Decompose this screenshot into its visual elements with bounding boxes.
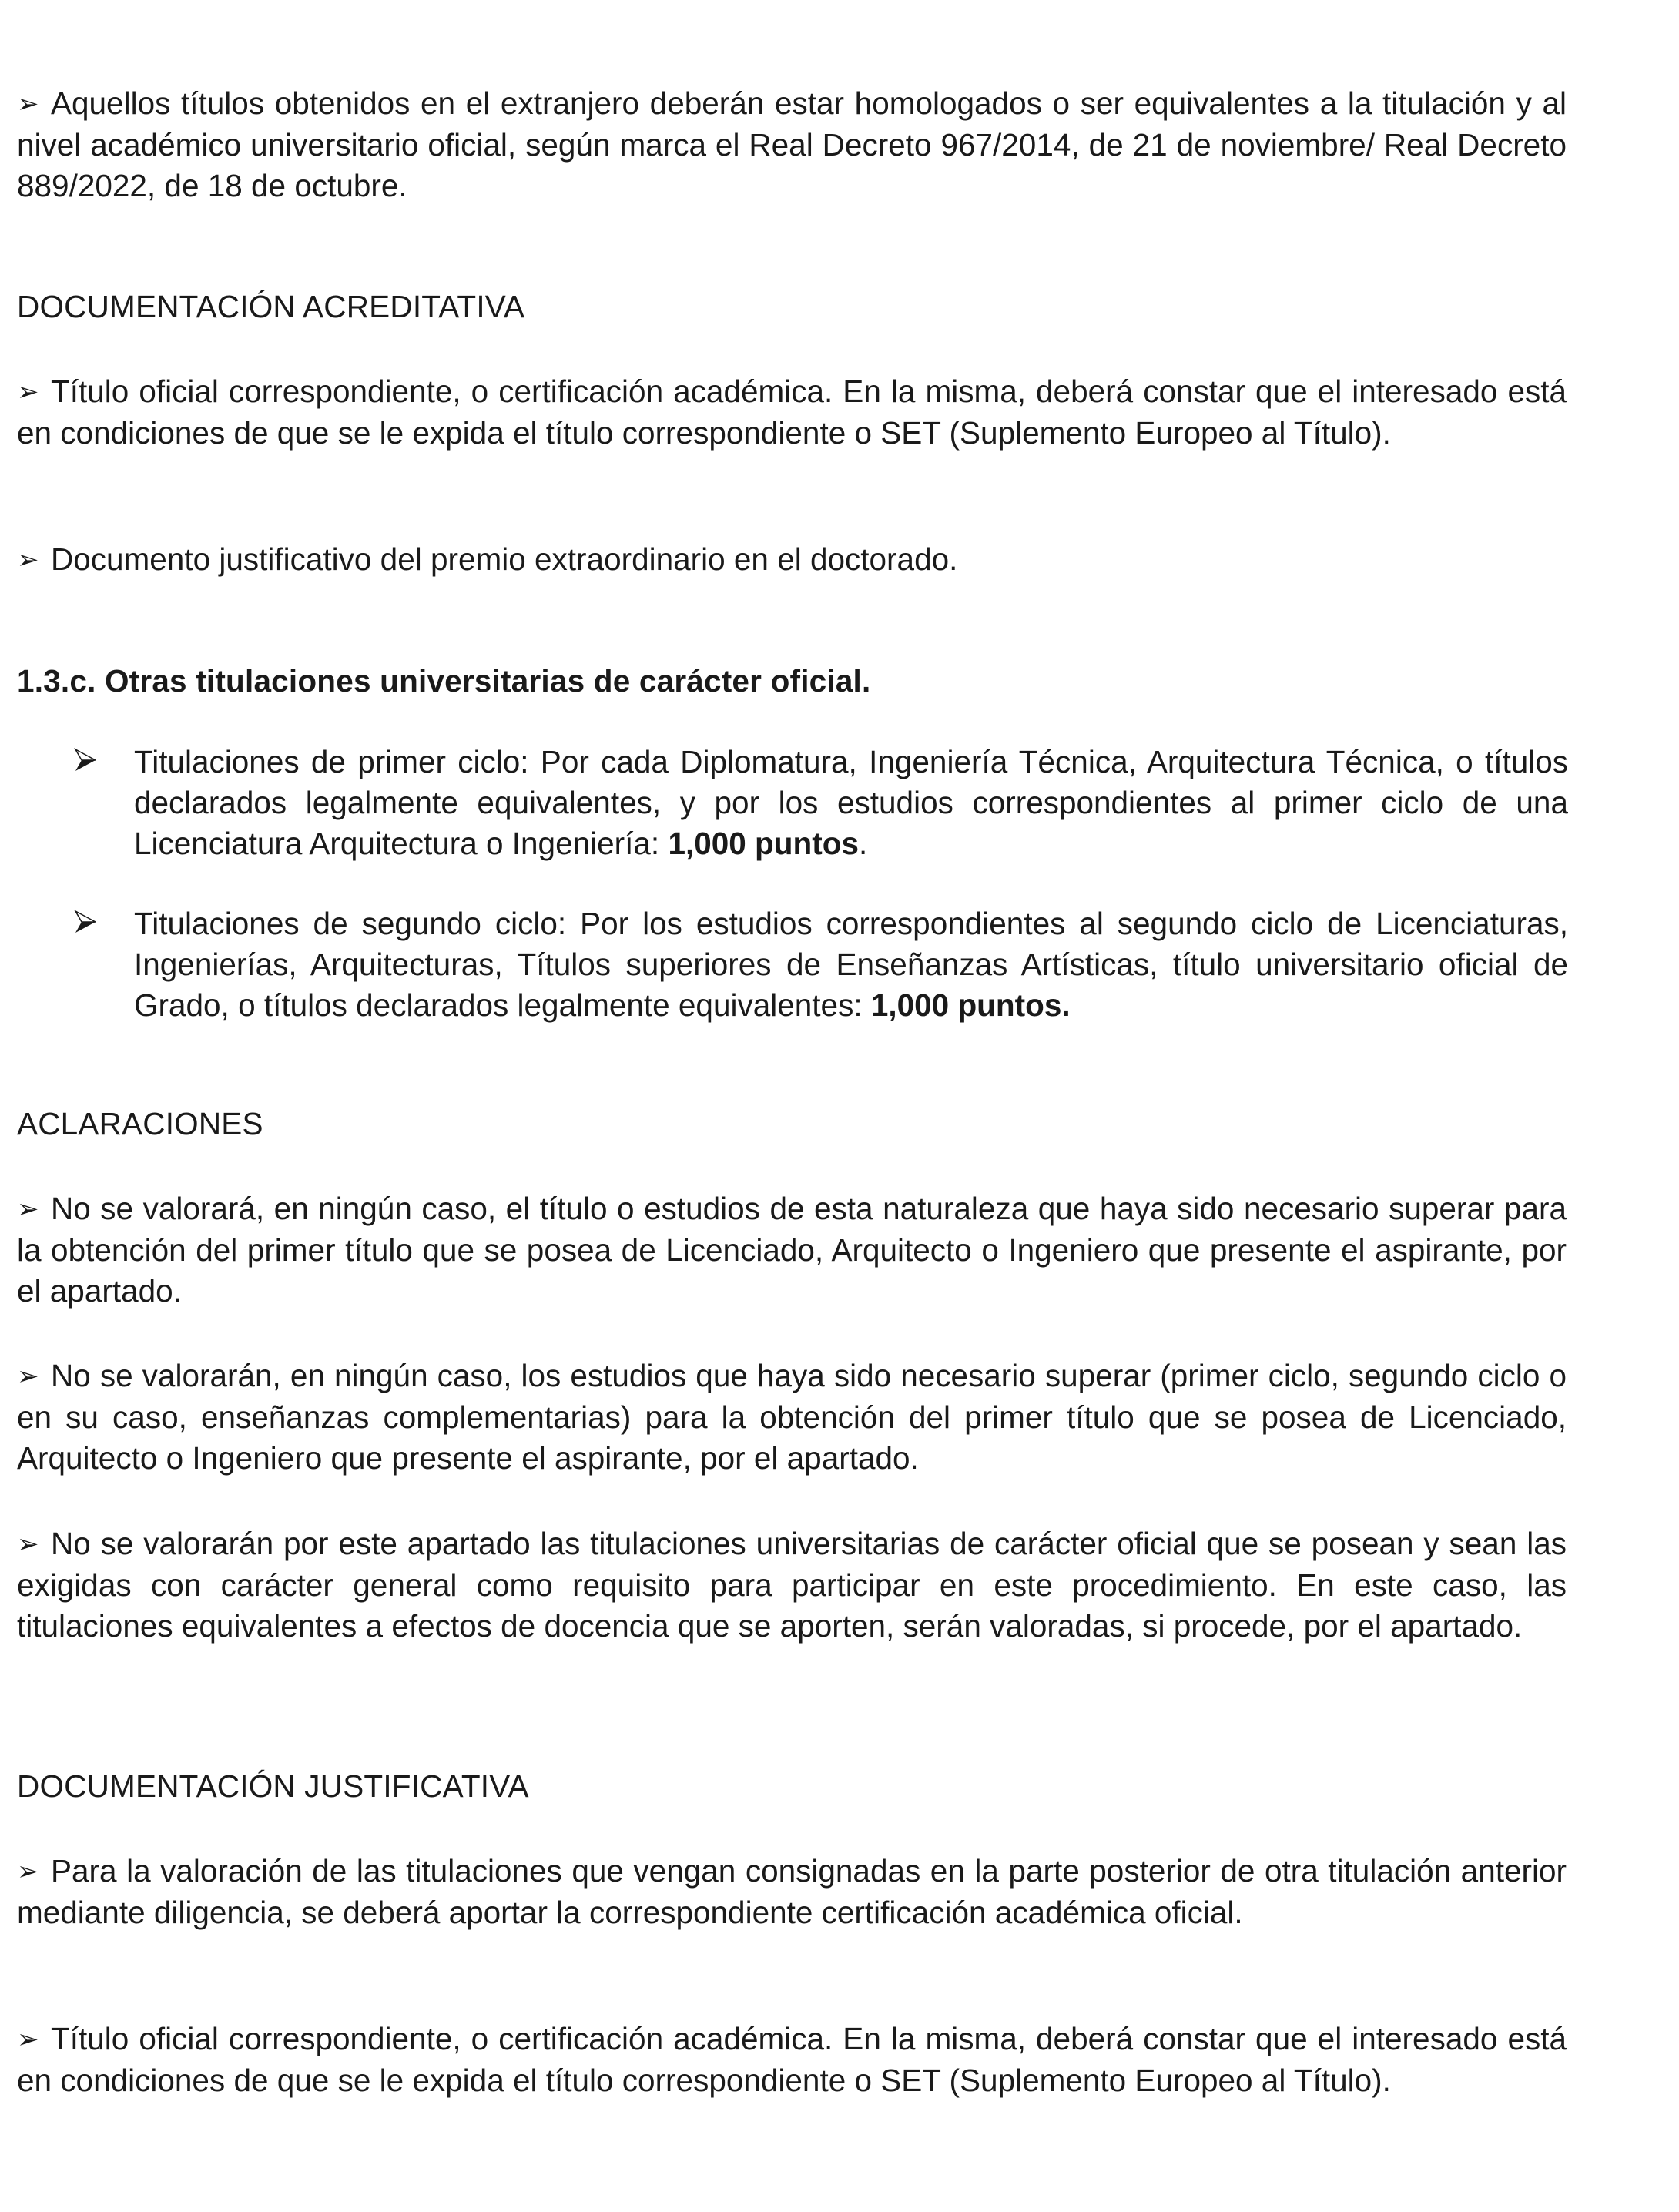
titulaciones-primer-ciclo-item: Titulaciones de primer ciclo: Por cada Diplomatura, Ingeniería Técnica, Arquitectura Técnica, o títulos declarados legalmente equivalentes, y por los estudios correspondientes al primer ciclo de una Licenciatura Arquitectura o Ingeniería: 1,000 puntos. — [74, 742, 1568, 864]
arrow-bullet-icon: ➢ — [17, 377, 39, 407]
arrow-bullet-icon: ➢ — [17, 1195, 39, 1224]
aclaraciones-item-1: ➢ No se valorará, en ningún caso, el título o estudios de esta naturaleza que haya sido necesario superar para la obtención del primer título que se posea de Licenciado, Arquitecto o Ingeniero que presente el aspirante, por el apartado. — [17, 1191, 1567, 1309]
acreditativa-item-2: ➢ Documento justificativo del premio extraordinario en el doctorado. — [17, 539, 1567, 581]
arrowhead-bullet-icon — [74, 907, 97, 937]
points-value: 1,000 puntos. — [870, 987, 1071, 1023]
arrowhead-bullet-icon — [74, 745, 97, 776]
aclaraciones-item-2: ➢ No se valorarán, en ningún caso, los estudios que haya sido necesario superar (primer ciclo, segundo ciclo o en su caso, enseñanzas complementarias) para la obtención del primer título que se posea de Licenciado, Arquitecto o Ingeniero que presente el aspirante, por el apartado. — [17, 1358, 1567, 1476]
heading-documentacion-justificativa: DOCUMENTACIÓN JUSTIFICATIVA — [17, 1768, 529, 1804]
paragraph-foreign-titles: ➢ Aquellos títulos obtenidos en el extranjero deberán estar homologados o ser equivalentes a la titulación y al nivel académico universitario oficial, según marca el Real Decreto 967/2014, de 21 de noviembre/ Real Decreto 889/2022, de 18 de octubre. — [17, 85, 1567, 203]
arrow-bullet-icon: ➢ — [17, 1362, 39, 1391]
heading-section-1-3-c: 1.3.c. Otras titulaciones universitarias de carácter oficial. — [17, 663, 871, 699]
titulaciones-segundo-ciclo-item: Titulaciones de segundo ciclo: Por los estudios correspondientes al segundo ciclo de Licenciaturas, Ingenierías, Arquitecturas, Títulos superiores de Enseñanzas Artísticas, título universitario oficial de Grado, o títulos declarados legalmente equivalentes: 1,000 puntos. — [74, 903, 1568, 1026]
arrow-bullet-icon: ➢ — [17, 1530, 39, 1559]
arrow-bullet-icon: ➢ — [17, 545, 39, 575]
justificativa-item-2: ➢ Título oficial correspondiente, o certificación académica. En la misma, deberá constar que el interesado está en condiciones de que se le expida el título correspondiente o SET (Suplemento Europeo al Título). — [17, 2021, 1567, 2098]
heading-aclaraciones: ACLARACIONES — [17, 1106, 263, 1141]
arrow-bullet-icon: ➢ — [17, 89, 39, 119]
acreditativa-item-1: ➢ Título oficial correspondiente, o certificación académica. En la misma, deberá constar que el interesado está en condiciones de que se le expida el título correspondiente o SET (Suplemento Europeo al Título). — [17, 374, 1567, 451]
arrow-bullet-icon: ➢ — [17, 2025, 39, 2054]
heading-documentacion-acreditativa: DOCUMENTACIÓN ACREDITATIVA — [17, 289, 525, 324]
arrow-bullet-icon: ➢ — [17, 1857, 39, 1886]
points-value: 1,000 puntos — [668, 826, 860, 861]
justificativa-item-1: ➢ Para la valoración de las titulaciones que vengan consignadas en la parte posterior de otra titulación anterior mediante diligencia, se deberá aportar la correspondiente certificación académica oficial. — [17, 1853, 1567, 1930]
aclaraciones-item-3: ➢ No se valorarán por este apartado las titulaciones universitarias de carácter oficial que se posean y sean las exigidas con carácter general como requisito para participar en este procedimiento. En este caso, las titulaciones equivalentes a efectos de docencia que se aporten, serán valoradas, si procede, por el apartado. — [17, 1526, 1567, 1644]
